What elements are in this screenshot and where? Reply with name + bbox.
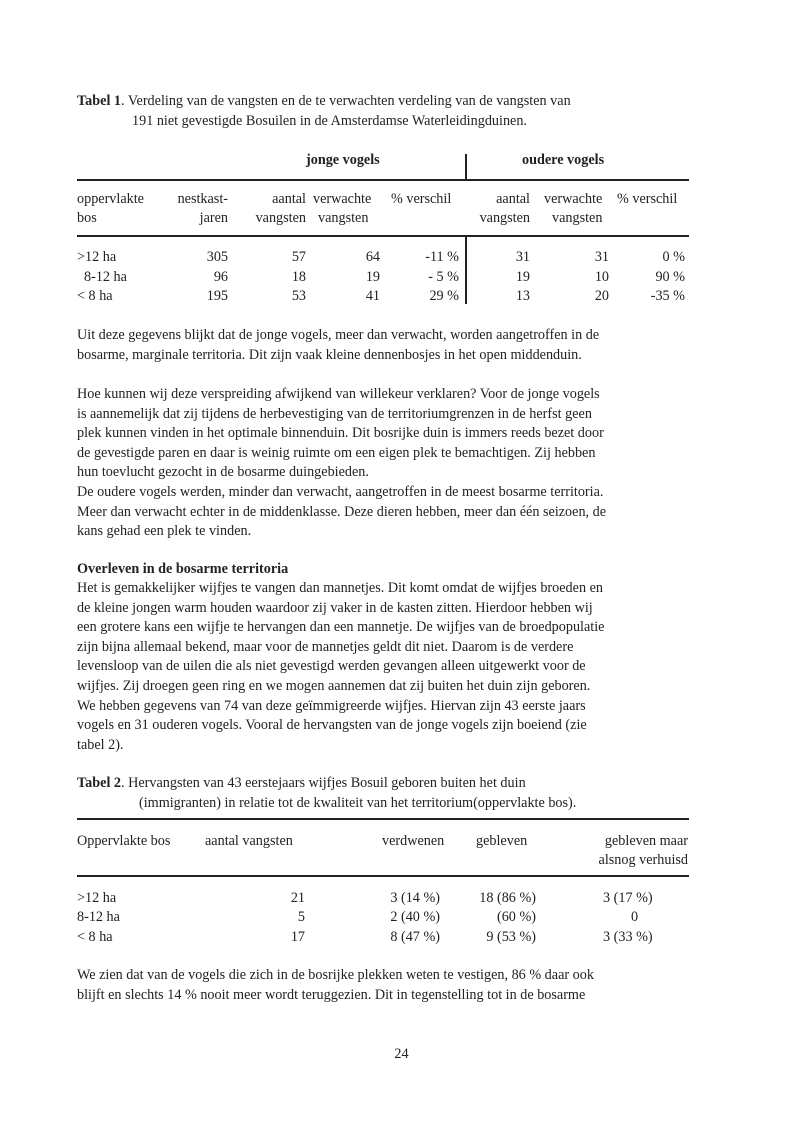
text-line: plek kunnen vinden in het optimale binnenduin. Dit bosrijke duin is immers reeds bezet door [77,425,604,442]
table1-row2-catch: 18 [291,269,306,285]
table1-rule-mid [77,235,689,237]
table1-header-old-catch-1: aantal [496,191,530,207]
table1-row1-area: >12 ha [77,249,117,265]
table1-header-expected-1: verwachte [313,191,372,207]
table1-row3-old-catch: 13 [515,288,530,304]
text-line: bosarme, marginale territoria. Dit zijn vaak kleine dennenbosjes in het open middenduin. [77,346,582,363]
paragraph-conclusion [77,966,727,1005]
table2-row1-area: >12 ha [77,890,117,906]
text-line: De oudere vogels werden, minder dan verwacht, aangetroffen in de meest bosarme territoria. [77,483,604,500]
table1-caption-line2: 191 niet gevestigde Bosuilen in de Amsterdamse Waterleidingduinen. [132,112,527,129]
paragraph-explanation [77,385,727,542]
table2-row2-catch: 5 [297,909,305,925]
table2-header-stayed: gebleven [476,833,528,849]
table1-header-area-1: oppervlakte [77,191,144,207]
table1-row3-old-expected: 20 [594,288,609,304]
page-number: 24 [394,1046,409,1062]
text-line: hun toevlucht gezocht in de bosarme duingebieden. [77,464,369,481]
table1-row2-area: 8-12 ha [84,269,127,285]
table2-row3-area: < 8 ha [77,929,113,945]
table2-caption-text: . Hervangsten van 43 eerstejaars wijfjes Bosuil geboren buiten het duin [121,775,526,791]
table1-header-area-2: bos [77,210,97,226]
table1-row3-area: < 8 ha [77,288,113,304]
table1-header-old-expected-1: verwachte [544,191,603,207]
text-line: Meer dan verwacht echter in de middenklasse. Deze dieren hebben, meer dan één seizoen, de [77,503,607,520]
text-line: wijfjes. Zij droegen geen ring en we mogen aannemen dat zij buiten het duin zijn geboren. [77,677,591,694]
table2-header-moved-2: alsnog verhuisd [598,852,688,868]
table1-row2-diff: - 5 % [428,269,459,285]
text-line: tabel 2). [77,736,124,753]
table1-header-expected-2: vangsten [318,210,369,226]
table1-row1-expected: 64 [365,249,380,265]
table2-row3-gone: 8 (47 %) [390,929,440,945]
text-line: Uit deze gegevens blijkt dat de jonge vogels, meer dan verwacht, worden aangetroffen in de [77,327,600,343]
table1-row3-diff: 29 % [429,288,459,304]
paragraph-survival [77,579,727,755]
table2-caption-line2: (immigranten) in relatie tot de kwaliteit van het territorium(oppervlakte bos). [139,794,577,811]
table2-rule-top [77,818,689,820]
table2-caption [77,774,717,813]
table1-divider-top [465,154,467,180]
table1-row3-nest: 195 [206,288,228,304]
table2-row2-moved: 0 [631,909,639,925]
table1-row1-diff: -11 % [425,249,459,265]
table1-header-old-catch-2: vangsten [479,210,530,226]
text-line: blijft en slechts 14 % nooit meer wordt teruggezien. Dit in tegenstelling tot in de bosarme [77,986,586,1003]
table1-row2-old-catch: 19 [515,269,530,285]
table1-header-old-diff: % verschil [617,191,678,207]
table2-header-catch: aantal vangsten [205,833,293,849]
table1-row2-old-diff: 90 % [655,269,685,285]
table1-header-nest-2: jaren [199,210,228,226]
table1-caption [77,92,717,131]
table1-row3-catch: 53 [291,288,306,304]
table2-row3-moved: 3 (33 %) [603,929,653,945]
table2-row3-catch: 17 [290,929,305,945]
table1-header-diff: % verschil [391,191,452,207]
paragraph-distribution [77,326,727,365]
table1-row1-old-diff: 0 % [662,249,685,265]
text-line: een grotere kans een wijfje te hervangen dan een mannetje. De wijfjes van de broedpopulatie [77,619,605,636]
table2-row1-stayed: 18 (86 %) [479,890,536,906]
table1-header-nest-1: nestkast- [177,191,228,207]
text-line: Hoe kunnen wij deze verspreiding afwijkend van willekeur verklaren? Voor de jonge vogels [77,386,600,402]
text-line: is aannemelijk dat zij tijdens de herbevestiging van de territoriumgrenzen in de herfst geen [77,405,592,422]
table2-row2-area: 8-12 ha [77,909,120,925]
table1-header-catch-1: aantal [272,191,306,207]
text-line: zijn bijna allemaal bekend, maar voor de mannetjes geldt dit niet. Daarom is de verdere [77,638,574,655]
table1-header-old-expected-2: vangsten [552,210,603,226]
section-heading: Overleven in de bosarme territoria [77,561,289,577]
table1-row2-old-expected: 10 [594,269,609,285]
table1-row2-expected: 19 [365,269,380,285]
table2-header-moved-1: gebleven maar [604,833,688,849]
table2-row3-stayed: 9 (53 %) [486,929,536,945]
table2-row2-gone: 2 (40 %) [390,909,440,925]
text-line: de gevestigde paren en daar is weinig ruimte om een eigen plek te bemachtigen. Zij hebben [77,444,596,461]
table1-row3-expected: 41 [365,288,380,304]
text-line: Het is gemakkelijker wijfjes te vangen dan mannetjes. Dit komt omdat de wijfjes broeden en [77,580,603,596]
table1-row1-catch: 57 [291,249,306,265]
table1-rule-top [77,179,689,181]
table2-header-area: Oppervlakte bos [77,833,171,849]
table2-row1-gone: 3 (14 %) [390,890,440,906]
table2-rule-mid [77,875,689,877]
table2-caption-label: Tabel 2 [77,775,122,791]
table1-caption-label: Tabel 1 [77,93,122,109]
table1-row2-nest: 96 [213,269,228,285]
table1-row1-old-expected: 31 [594,249,609,265]
table1-caption-text: . Verdeling van de vangsten en de te verwachten verdeling van de vangsten van [121,93,571,109]
table1-row1-old-catch: 31 [515,249,530,265]
text-line: We zien dat van de vogels die zich in de bosrijke plekken weten te vestigen, 86 % daar ook [77,967,594,983]
text-line: de kleine jongen warm houden waardoor zij vaker in de kasten zitten. Hierdoor hebben wij [77,599,593,616]
table2-row2-stayed: (60 %) [496,909,536,925]
table2-row1-catch: 21 [290,890,305,906]
table1-row3-old-diff: -35 % [650,288,685,304]
table2-header-gone: verdwenen [382,833,445,849]
table1-group-old: oudere vogels [522,152,605,168]
table1-group-young: jonge vogels [306,152,380,168]
text-line: vogels en 31 ouderen vogels. Vooral de hervangsten van de jonge vogels zijn boeiend (zie [77,717,587,734]
text-line: We hebben gegevens van 74 van deze geïmmigreerde wijfjes. Hiervan zijn 43 eerste jaars [77,697,586,714]
text-line: levensloop van de uilen die als niet gevestigd werden gevangen alleen uitgewerkt voor de [77,658,586,675]
table2-row1-moved: 3 (17 %) [603,890,653,906]
table1-row1-nest: 305 [206,249,228,265]
table1-header-catch-2: vangsten [255,210,306,226]
text-line: kans gehad een plek te vinden. [77,523,252,540]
